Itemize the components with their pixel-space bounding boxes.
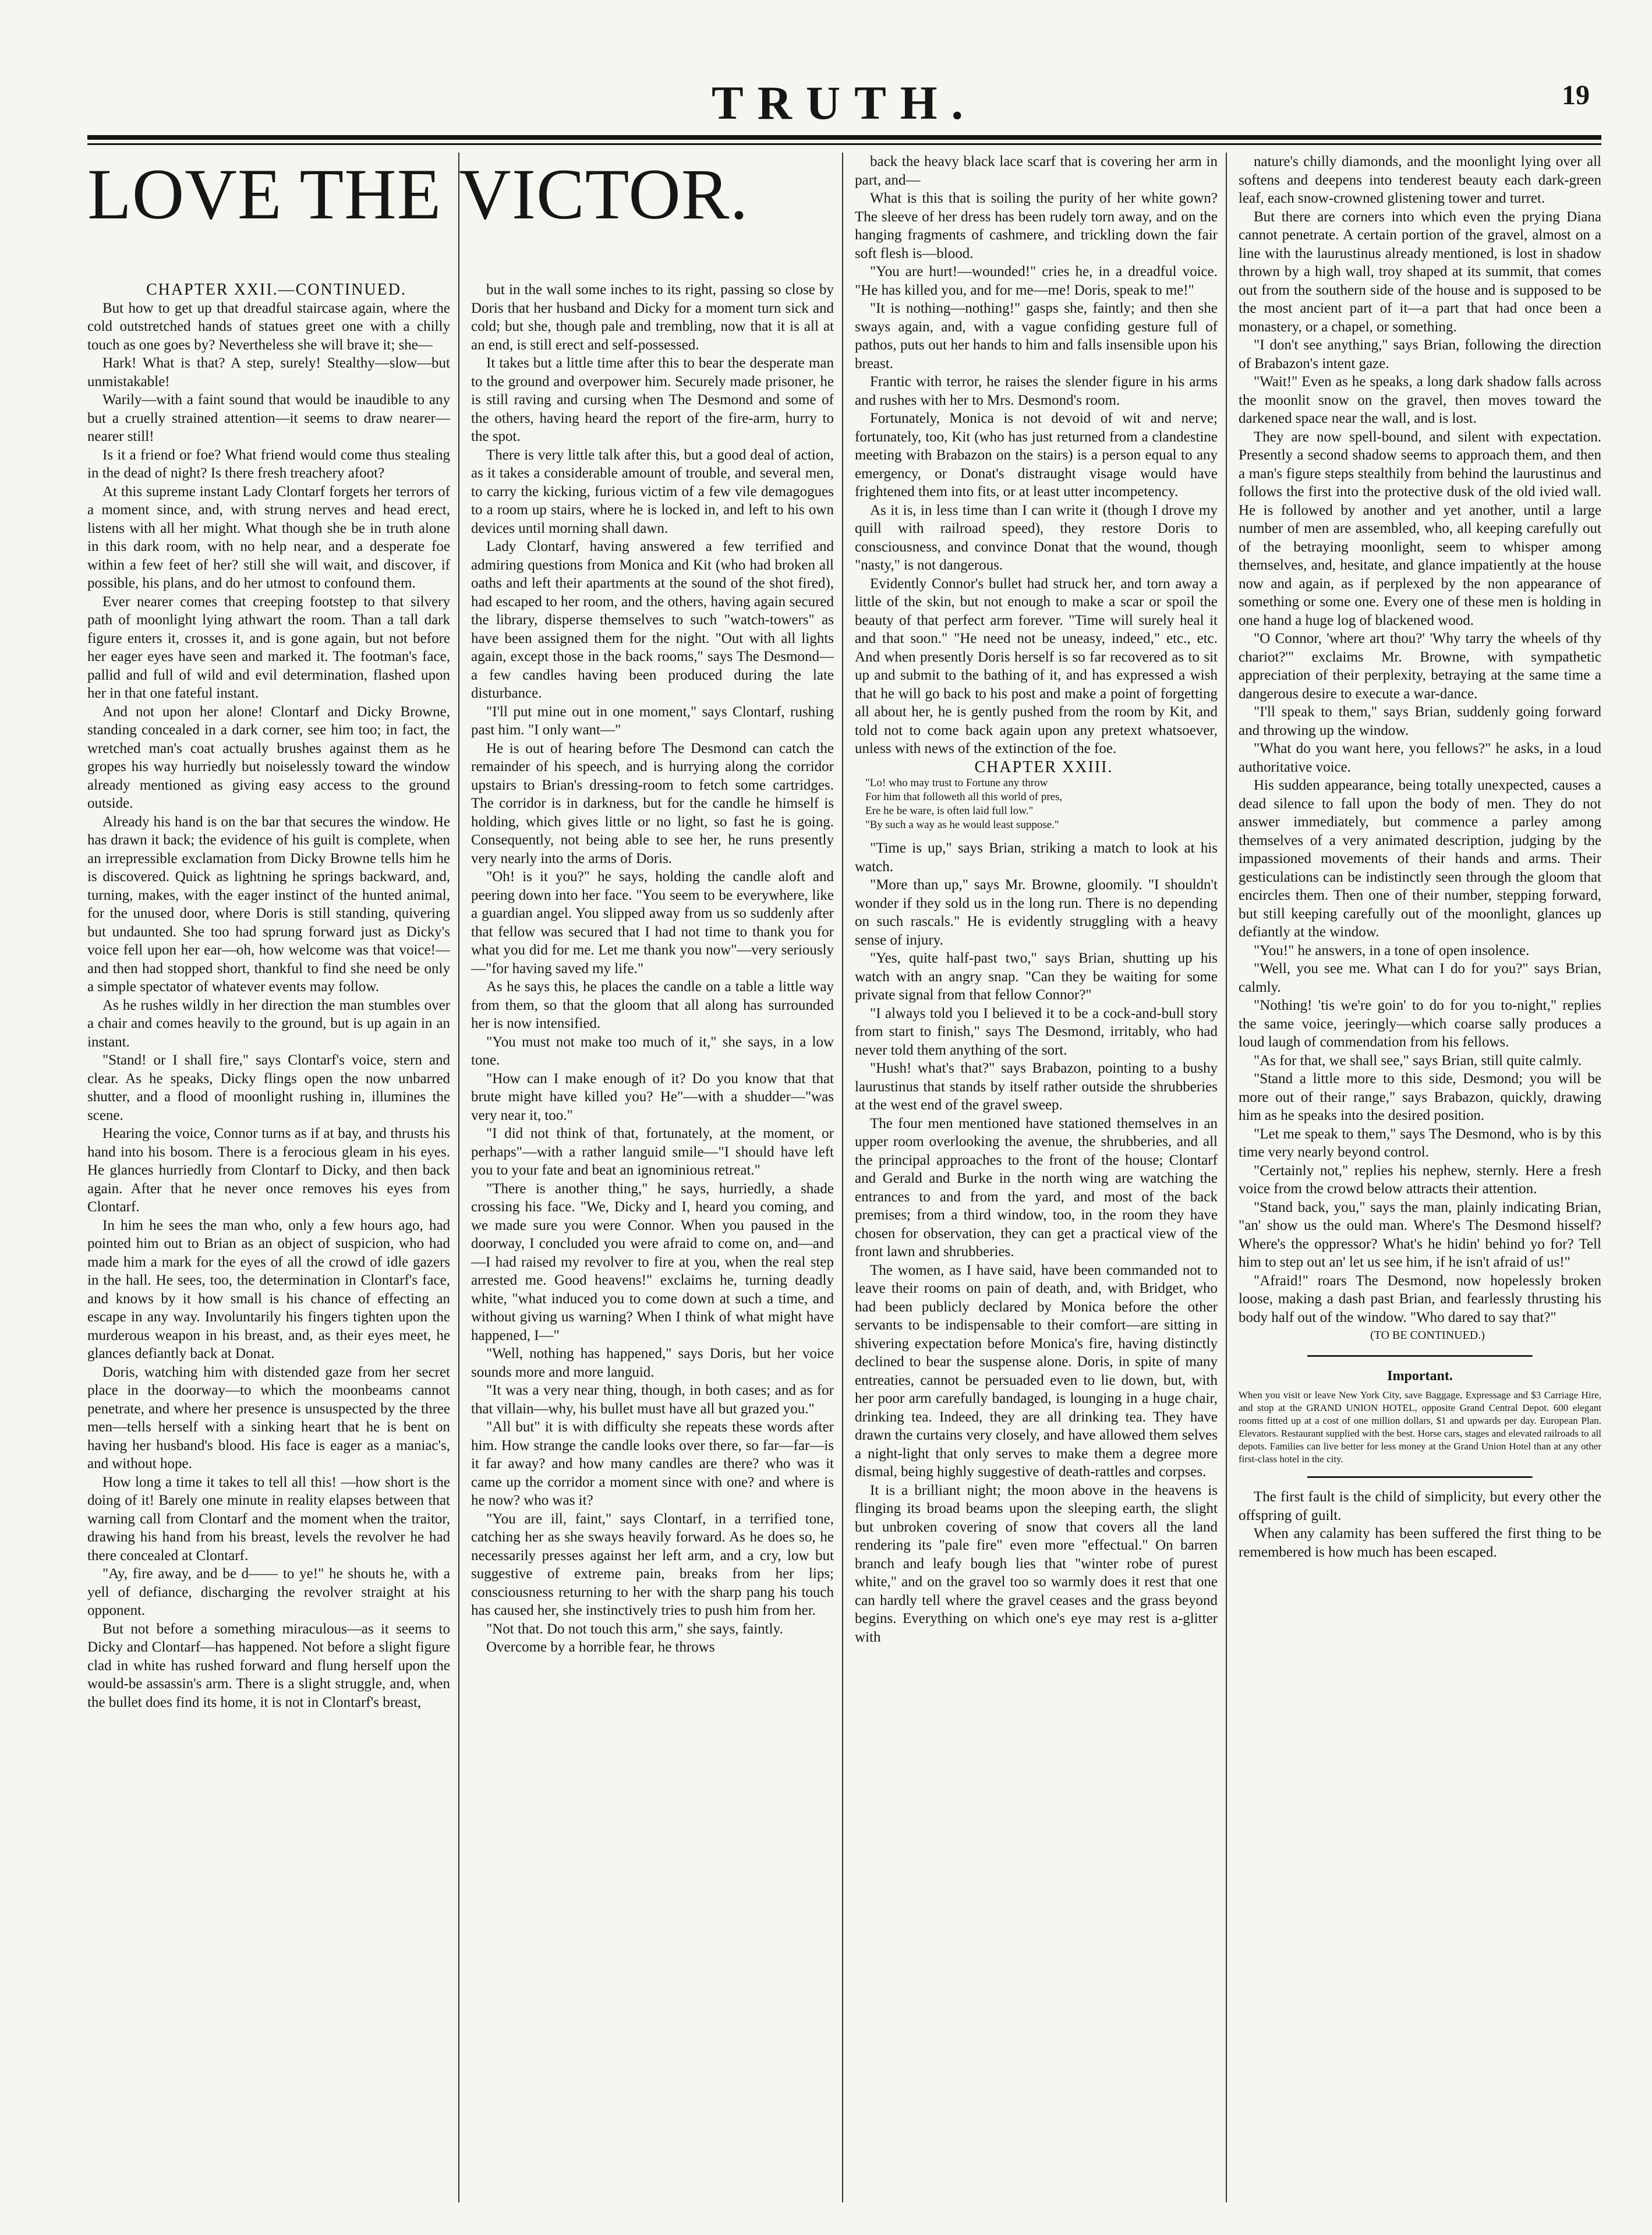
paragraph: Evidently Connor's bullet had struck her, and torn away a little of the skin, but not enough to make a scar or spoil the beauty of that perfect arm forever. "Time will surely heal it and that soon." "He need not be uneasy, indeed," etc., etc. And when presently Doris herself is so far recovered as to sit up and submit to the bathing of it, and has expressed a wish that he will go back to his post and make a point of forgetting all about her, he is gently pushed from the room by Kit, and told not to come back again upon any pretext whatsoever, unless with news of the extinction of the foe. — [855, 575, 1218, 756]
paragraph: But not before a something miraculous—as it seems to Dicky and Clontarf—has happened. Not before a slight figure clad in white has rushed forward and flung herself upon the would-be assassin's arm. There is a slight struggle, and, when the bullet does find its home, it is not in Clontarf's breast, — [87, 1621, 450, 1710]
paragraph: As it is, in less time than I can write it (though I drove my quill with railroad speed), they restore Doris to consciousness, and convince Donat that the wound, though "nasty," is not dangerous. — [855, 502, 1218, 573]
paragraph: Lady Clontarf, having answered a few terrified and admiring questions from Monica and Kit (who had broken all oaths and left their apartments at the sound of the shot fired), had escaped to her room, and the others, having again secured the library, disperse themselves to such "watch-towers" as have been assigned them for the night. "Out with all lights again, except those in the back rooms," says The Desmond—a few candles having been produced during the late disturbance. — [471, 539, 834, 701]
chapter-heading: CHAPTER XXIII. — [974, 758, 1113, 776]
paragraph: "Nothing! 'tis we're goin' to do for you to-night," replies the same voice, jeeringly—which coarse sally produces a loud laugh of commendation from his fellows. — [1239, 998, 1601, 1050]
notice-heading: Important. — [1387, 1368, 1453, 1384]
page-number: 19 — [1562, 80, 1590, 111]
paragraph: Hearing the voice, Connor turns as if at bay, and thrusts his hand into his bosom. There is a ferocious gleam in his eyes. He glances hurriedly from Clontarf to Dicky, and then back again. After that he never once removes his eyes from Clontarf. — [87, 1126, 450, 1215]
paragraph: "You must not make too much of it," she says, in a low tone. — [471, 1034, 834, 1068]
maxim-paragraph: When any calamity has been suffered the first thing to be remembered is how much has been escaped. — [1239, 1526, 1601, 1560]
epigraph-line: Ere he be ware, is often laid full low." — [865, 805, 1034, 817]
column-4 — [1239, 153, 1601, 2202]
story-title-block — [87, 153, 749, 249]
paragraph: "All but" it is with difficulty she repeats these words after him. How strange the candle looks over there, so far—far—is it far away? and how many candles are there? who was it came up the corridor a moment since with one? and where is he now? who was it? — [471, 1419, 834, 1508]
paragraph: "I did not think of that, fortunately, at the moment, or perhaps"—with a rather languid smile—"I should have left you to your fate and beat an ignominious retreat." — [471, 1126, 834, 1178]
paragraph: "It is nothing—nothing!" gasps she, faintly; and then she sways again, and, with a vague confiding gesture full of pathos, puts out her hands to him and falls insensible upon his breast. — [855, 300, 1218, 372]
paragraph: "Well, you see me. What can I do for you?" says Brian, calmly. — [1239, 961, 1601, 995]
paragraph: And not upon her alone! Clontarf and Dicky Browne, standing concealed in a dark corner, see him too; in fact, the wretched man's coat actually brushes against them as he gropes his way hurriedly but noiselessly toward the window already mentioned as giving easy access to the ground outside. — [87, 703, 450, 811]
paragraph: Doris, watching him with distended gaze from her secret place in the doorway—to which the moonbeams cannot penetrate, and where her presence is unsuspected by the three men—tells herself with a sinking heart that he is bent on having her husband's blood. His face is eager as a maniac's, and without hope. — [87, 1364, 450, 1472]
paragraph: At this supreme instant Lady Clontarf forgets her terrors of a moment since, and, with strung nerves and head erect, listens with all her might. What though she be in truth alone in this dark room, with no help near, and a desperate foe within a few feet of her? still she will wait, and discover, if possible, his plans, and do her utmost to confound them. — [87, 483, 450, 591]
paragraph: "Ay, fire away, and be d—— to ye!" he shouts he, with a yell of defiance, discharging the revolver straight at his opponent. — [87, 1566, 450, 1618]
paragraph: Fortunately, Monica is not devoid of wit and nerve; fortunately, too, Kit (who has just returned from a clandestine meeting with Brabazon on the stairs) is a person equal to any emergency, or Donat's distraught visage would have frightened them into fits, or at least utter incompetency. — [855, 411, 1218, 500]
paragraph: "It was a very near thing, though, in both cases; and as for that villain—why, his bullet must have all but grazed you." — [471, 1382, 834, 1417]
paragraph: How long a time it takes to tell all this! —how short is the doing of it! Barely one minute in reality elapses between that warning call from Clontarf and the moment when the traitor, drawing his hand from his breast, levels the revolver he had there concealed at Clontarf. — [87, 1474, 450, 1564]
paragraph: "Hush! what's that?" says Brabazon, pointing to a bushy laurustinus that stands by itself rather outside the shrubberies at the west end of the gravel sweep. — [855, 1060, 1218, 1113]
maxim-paragraph: The first fault is the child of simplicity, but every other the offspring of guilt. — [1239, 1489, 1601, 1523]
epigraph — [865, 776, 1207, 832]
column-3-text — [855, 153, 1218, 758]
masthead: TRUTH. — [711, 76, 978, 129]
paragraph: "More than up," says Mr. Browne, gloomily. "I shouldn't wonder if they sold us in the long run. There is no depending on such rascals." He is evidently struggling with a heavy sense of injury. — [855, 877, 1218, 948]
paragraph: He is out of hearing before The Desmond can catch the remainder of his speech, and is hurrying along the corridor upstairs to Brian's dressing-room to fetch some cartridges. The corridor is in darkness, but for the candle he himself is holding, which gives little or no light, so fast he is going. Consequently, not being able to see her, he runs presently very nearly into the arms of Doris. — [471, 740, 834, 867]
paragraph: "Stand! or I shall fire," says Clontarf's voice, stern and clear. As he speaks, Dicky flings open the now unbarred shutter, and a flood of moonlight rushing in, illumines the scene. — [87, 1052, 450, 1123]
paragraph: There is very little talk after this, but a good deal of action, as it takes a considerable amount of trouble, and several men, to carry the kicking, furious victim of a few vile demagogues to a room up stairs, where he is locked in, and left to his own devices until morning shall dawn. — [471, 447, 834, 536]
paragraph: Hark! What is that? A step, surely! Stealthy—slow—but unmistakable! — [87, 355, 450, 390]
epigraph-line: For him that followeth all this world of pres, — [865, 791, 1063, 803]
page-header — [87, 70, 1601, 140]
paragraph: "Not that. Do not touch this arm," she says, faintly. — [486, 1621, 783, 1637]
paragraph: "Let me speak to them," says The Desmond, who is by this time very nearly beyond control. — [1239, 1126, 1601, 1160]
paragraph: "You are ill, faint," says Clontarf, in a terrified tone, catching her as she sways heavily forward. As he does so, he necessarily presses against her left arm, and a cry, low but suggestive of extreme pain, breaks from her lips; consciousness returning to her with the sharp pang his touch has caused her, she instinctively tries to push him from her. — [471, 1511, 834, 1618]
paragraph: The women, as I have said, have been commanded not to leave their rooms on pain of death, and, with Bridget, who had been publicly declared by Monica before the other servants to be indispensable to their comfort—are sitting in shivering expectation before Monica's fire, having distinctly declined to bear the suspense alone. Doris, in spite of many entreaties, cannot be persuaded even to lie down, but, with her poor arm carefully bandaged, is lounging in a huge chair, drinking tea. Indeed, they are all drinking tea. They have drawn the curtains very closely, and have allowed them selves a night-light that only serves to make them a degree more dismal, being highly suggestive of death-rattles and corpses. — [855, 1262, 1218, 1480]
paragraph: They are now spell-bound, and silent with expectation. Presently a second shadow seems to approach them, and then a man's figure steps stealthily from behind the laurustinus and follows the first into the protective dusk of the old ivied wall. He is followed by another and yet another, until a large number of men are assembled, who, all keeping carefully out of the betraying moonlight, seem to whisper among themselves, and, hesitate, and glance impatiently at the house now and again, as if perplexed by the non appearance of something or some one. Every one of these men is holding in one hand a huge log of blackened wood. — [1239, 429, 1601, 628]
paragraph: "What do you want here, you fellows?" he asks, in a loud authoritative voice. — [1239, 741, 1601, 775]
paragraph: Ever nearer comes that creeping footstep to that silvery path of moonlight lying athwart the room. Than a tall dark figure enters it, crosses it, and is gone again, but not before her eager eyes have seen and marked it. The footman's face, pallid and full of wild and evil determination, flashed upon her in that one fateful instant. — [87, 593, 450, 701]
paragraph: "O Connor, 'where art thou?' 'Why tarry the wheels of thy chariot?'" exclaims Mr. Browne, with sympathetic appreciation of their perplexity, betraying at the same time a dangerous desire to execute a war-dance. — [1239, 631, 1601, 702]
paragraph: As he rushes wildly in her direction the man stumbles over a chair and comes heavily to the ground, but is up again in an instant. — [87, 997, 450, 1050]
paragraph: nature's chilly diamonds, and the moonlight lying over all softens and deepens into tenderest beauty each dark-green leaf, each snow-crowned glistening tower and turret. — [1239, 154, 1601, 206]
paragraph: Overcome by a horrible fear, he throws — [486, 1639, 715, 1655]
paragraph: "I don't see anything," says Brian, following the direction of Brabazon's intent gaze. — [1239, 337, 1601, 372]
article-columns — [87, 153, 1601, 2202]
chapter-heading: CHAPTER XXII.—CONTINUED. — [146, 281, 406, 299]
ornament-rule — [1307, 1473, 1532, 1481]
paragraph: Frantic with terror, he raises the slender figure in his arms and rushes with her to Mrs. Desmond's room. — [855, 374, 1218, 408]
paragraph: Warily—with a faint sound that would be inaudible to any but a cruelly strained attention—it seems to draw nearer—nearer still! — [87, 392, 450, 444]
paragraph: It is a brilliant night; the moon above in the heavens is flinging its broad beams upon the sleeping earth, the slight but unbroken covering of snow that covers all the land rendering its "pale fire" even more "effectual." On barren branch and leafy bough lies that "winter robe of purest white," and on the gravel too so warmly does it rest that one can hardly tell where the gravel ceases and the grass beyond begins. Everything on which one's eye may rest is a-glitter with — [855, 1482, 1218, 1645]
paragraph: "You are hurt!—wounded!" cries he, in a dreadful voice. "He has killed you, and for me—me! Doris, speak to me!" — [855, 264, 1218, 298]
maxims — [1239, 1488, 1601, 1561]
story-title: LOVE THE VICTOR. — [87, 154, 749, 234]
epigraph-line: "By such a way as he would least suppose." — [865, 819, 1059, 831]
paragraph: "There is another thing," he says, hurriedly, a shade crossing his face. "We, Dicky and I, heard you coming, and we made sure you were Connor. When you paused in the doorway, I concluded you were afraid to come on, and—and—I had raised my revolver to fire at you, when the real step arrested me. Good heavens!" exclaims he, turning deadly white, "what induced you to come down at such a time, and without giving us warning? When I think of what might have happened, I—" — [471, 1180, 834, 1343]
column-2 — [471, 153, 843, 2202]
paragraph: "How can I make enough of it? Do you know that that brute might have killed you? He"—with a shudder—"was very near it, too." — [471, 1070, 834, 1123]
paragraph: "I'll speak to them," says Brian, suddenly going forward and throwing up the window. — [1239, 704, 1601, 738]
paragraph: "You!" he answers, in a tone of open insolence. — [1254, 942, 1530, 959]
paragraph: "Afraid!" roars The Desmond, now hopelessly broken loose, making a dash past Brian, and fearlessly thrusting his body half out of the window. "Who dared to say that?" — [1239, 1272, 1601, 1325]
column-3-text-continued — [855, 839, 1218, 1646]
column-4-text — [1239, 153, 1601, 1327]
paragraph: but in the wall some inches to its right, passing so close by Doris that her husband and Dicky for a moment turn sick and cold; but she, though pale and trembling, now that it is all at an end, is still erect and self-possessed. — [471, 282, 834, 353]
paragraph: What is this that is soiling the purity of her white gown? The sleeve of her dress has been rudely torn away, and on the hanging fragments of cashmere, and trickling down the fair soft flesh is—blood. — [855, 190, 1218, 261]
paragraph: Already his hand is on the bar that secures the window. He has drawn it back; the evidence of his guilt is complete, when an irrepressible exclamation from Dicky Browne tells him he is discovered. Quick as lightning he springs backward, and, turning, makes, with the eager instinct of the hunted animal, for the unused door, where Doris is still standing, quivering but undaunted. She too had sprung forward just as Dicky's voice fell upon her ear—oh, how welcome was that voice!—and then had stopped short, thankful to find she need be only a simple spectator of whatever events may follow. — [87, 814, 450, 995]
paragraph: In him he sees the man who, only a few hours ago, had pointed him out to Brian as an object of suspicion, who had made him a mark for the eyes of all the crowd of idle gazers in the hall. He sees, too, the determination in Clontarf's face, and knows by it how small is his chance of effecting an escape in any way. Involuntarily his fingers tighten upon the murderous weapon in his breast, and, as their eyes meet, he glances defiantly back at Donat. — [87, 1217, 450, 1361]
paragraph: "Yes, quite half-past two," says Brian, shutting up his watch with an angry snap. "Can they be waiting for some private signal from that fellow Connor?" — [855, 950, 1218, 1003]
paragraph: His sudden appearance, being totally unexpected, causes a dead silence to fall upon the body of men. They do not answer immediately, but commence a parley among themselves of a very animated description, judging by the impassioned movements of their hands and arms. Their gesticulations can be indistinctly seen through the gloom that encircles them. Then one of their number, stepping forward, but still keeping carefully out of the moonlight, glances up defiantly at the window. — [1239, 777, 1601, 940]
paragraph: "As for that, we shall see," says Brian, still quite calmly. — [1254, 1052, 1582, 1069]
paragraph: back the heavy black lace scarf that is covering her arm in part, and— — [855, 154, 1218, 188]
paragraph: The four men mentioned have stationed themselves in an upper room overlooking the avenue, the shrubberies, and all the principal approaches to the front of the house; Clontarf and Gerald and Burke in the north wing are watching the entrances to and from the yard, and most of the back premises; from a third window, too, in the room they have chosen for observation, they can get a practical view of the front lawn and shrubberies. — [855, 1115, 1218, 1260]
paragraph: "Wait!" Even as he speaks, a long dark shadow falls across the moonlit snow on the gravel, then moves toward the darkened space near the wall, and is lost. — [1239, 374, 1601, 426]
column-1-text — [87, 299, 450, 1712]
paragraph: As he says this, he places the candle on a table a little way from them, so that the gloom that all along has surrounded her is now intensified. — [471, 979, 834, 1031]
header-rule — [87, 135, 1601, 140]
paragraph: But there are corners into which even the prying Diana cannot penetrate. A certain portion of the gravel, almost on a line with the laurustinus already mentioned, is lost in shadow thrown by a high wall, troy shaped at its summit, that comes out from the southern side of the house and is supposed to be the most ancient part of it—a part that had once been a monastery, or a chapel, or something. — [1239, 208, 1601, 335]
epigraph-line: "Lo! who may trust to Fortune any throw — [865, 777, 1048, 789]
column-3 — [855, 153, 1227, 2202]
paragraph: "I always told you I believed it to be a cock-and-bull story from start to finish," says The Desmond, irritably, who had never told them anything of the sort. — [855, 1005, 1218, 1058]
paragraph: "Stand back, you," says the man, plainly indicating Brian, "an' show us the ould man. Where's The Desmond hisself? Where's the oppressor? What's he hidin' behind yo for? Tell him to step out an' let us see him, if he isn't afraid of us!" — [1239, 1199, 1601, 1270]
header-rule-thin — [87, 143, 1601, 145]
paragraph: "I'll put mine out in one moment," says Clontarf, rushing past him. "I only want—" — [471, 703, 834, 738]
paragraph: "Time is up," says Brian, striking a match to look at his watch. — [855, 840, 1218, 875]
paragraph: "Stand a little more to this side, Desmond; you will be more out of their range," says Brabazon, quickly, drawing him as he speaks into the desired position. — [1239, 1071, 1601, 1123]
paragraph: Is it a friend or foe? What friend would come thus stealing in the dead of night? Is there fresh treachery afoot? — [87, 447, 450, 481]
paragraph: "Oh! is it you?" he says, holding the candle aloft and peering down into her face. "You seem to be everywhere, like a guardian angel. You slipped away from us so suddenly after that fellow was secured that I had not time to thank you for what you did for me. Let me thank you now"—very seriously—"for having saved my life." — [471, 869, 834, 977]
ornament-rule — [1307, 1352, 1532, 1360]
paragraph: It takes but a little time after this to bear the desperate man to the ground and overpower him. Securely made prisoner, he is still raving and cursing when The Desmond and some of the others, having heard the report of the fire-arm, hurry to the spot. — [471, 355, 834, 444]
notice-body: When you visit or leave New York City, save Baggage, Expressage and $3 Carriage Hire, and stop at the GRAND UNION HOTEL, opposite Grand Central Depot. 600 elegant rooms fitted up at a cost of one million dollars, $1 and upwards per day. European Plan. Elevators. Restaurant supplied with the best. Horse cars, stages and elevated railroads to all depots. Families can live better for less money at the Grand Union Hotel than at any other first-class hotel in the city. — [1239, 1389, 1601, 1465]
to-be-continued: (TO BE CONTINUED.) — [1370, 1329, 1485, 1342]
paragraph: But how to get up that dreadful staircase again, where the cold outstretched hands of statues greet one with a chilly touch as one goes by? Nevertheless she will brave it; she— — [87, 300, 450, 353]
column-2-text — [471, 281, 834, 1657]
paragraph: "Well, nothing has happened," says Doris, but her voice sounds more and more languid. — [471, 1346, 834, 1380]
paragraph: "Certainly not," replies his nephew, sternly. Here a fresh voice from the crowd below attracts their attention. — [1239, 1162, 1601, 1197]
